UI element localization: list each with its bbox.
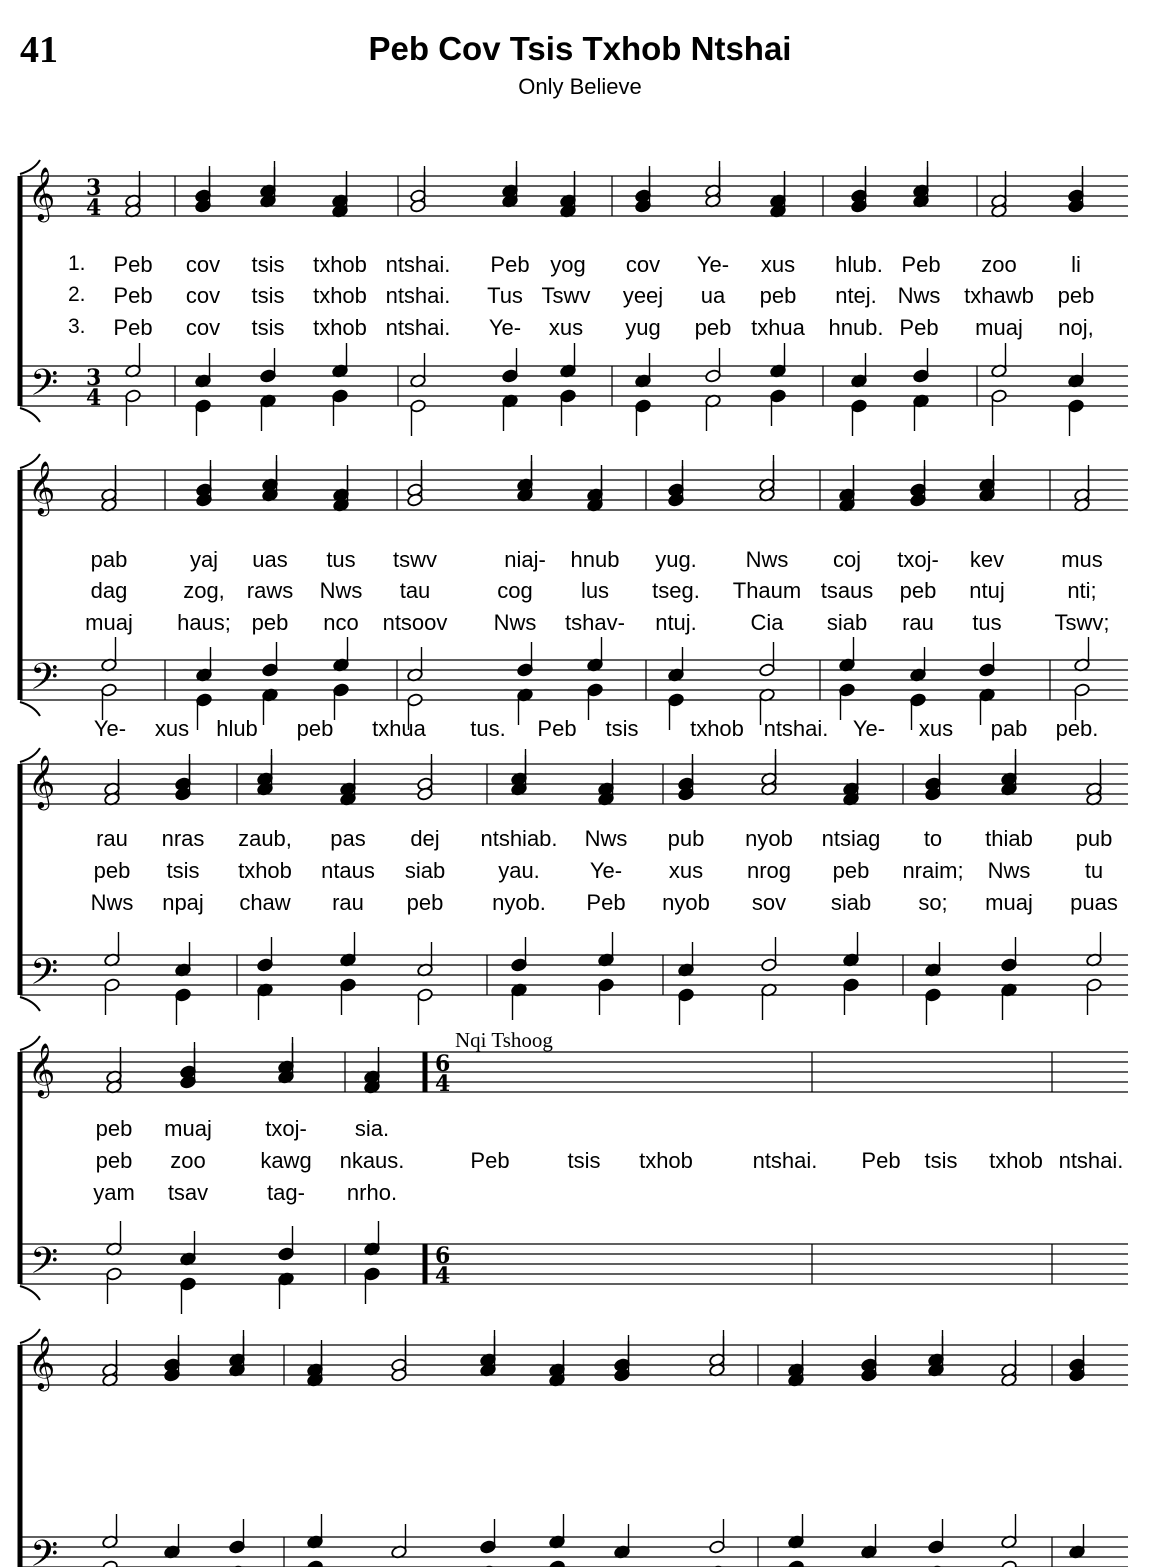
lyric-syllable: hnub — [570, 547, 620, 572]
verse-number: 2. — [68, 283, 86, 306]
lyric-syllable: Peb — [490, 252, 530, 277]
lyric-syllable: tshav- — [565, 610, 625, 635]
lyric-syllable: xus — [668, 858, 704, 883]
lyric-syllable: Thaum — [732, 578, 802, 603]
lyric-syllable: peb — [296, 716, 334, 741]
lyric-syllable: Ye- — [589, 858, 623, 883]
lyric-syllable: tsis — [251, 315, 285, 340]
lyric-syllable: tsav — [167, 1180, 209, 1205]
lyric-syllable: ntaus — [321, 858, 375, 883]
lyric-syllable: Ye- — [852, 716, 886, 741]
note-head — [1001, 1560, 1018, 1567]
lyric-syllable: ntshiab. — [480, 826, 558, 851]
lyric-syllable: peb. — [1055, 716, 1099, 741]
lyric-syllable: Peb — [901, 252, 941, 277]
lyric-line — [0, 858, 1150, 886]
lyric-syllable: raws — [246, 578, 294, 603]
lyric-syllable: kev — [969, 547, 1005, 572]
lyric-syllable: mus — [1061, 547, 1103, 572]
treble-clef: 𝄞 — [28, 754, 56, 808]
lyric-syllable: ntuj. — [655, 610, 697, 635]
lyric-syllable: peb — [406, 890, 444, 915]
lyric-syllable: dag — [90, 578, 128, 603]
lyric-syllable: txhob — [238, 858, 292, 883]
lyric-syllable: yaj — [189, 547, 219, 572]
bass-clef: 𝄢 — [30, 1533, 59, 1567]
lyric-syllable: li — [1071, 252, 1081, 277]
lyric-syllable: peb — [832, 858, 870, 883]
lyric-line — [0, 826, 1150, 854]
lyric-syllable: rau — [332, 890, 364, 915]
time-signature-top: 3 — [86, 365, 102, 391]
lyric-syllable: tus — [326, 547, 356, 572]
lyric-syllable: txhob — [313, 283, 367, 308]
lyric-syllable: tau — [399, 578, 431, 603]
lyric-syllable: ntshai. — [1058, 1148, 1124, 1173]
lyric-syllable: ntej. — [835, 283, 877, 308]
lyric-syllable: pub — [667, 826, 705, 851]
lyric-syllable: zoo — [170, 1148, 206, 1173]
note-head — [788, 1560, 805, 1567]
lyric-syllable: txoj- — [897, 547, 939, 572]
lyric-syllable: coj — [832, 547, 862, 572]
lyric-syllable: nraim; — [902, 858, 964, 883]
lyric-syllable: tseg. — [652, 578, 700, 603]
lyric-syllable: nrog — [746, 858, 792, 883]
lyric-syllable: peb — [694, 315, 732, 340]
lyric-syllable: yau. — [498, 858, 540, 883]
treble-clef: 𝄞 — [28, 166, 56, 220]
lyric-syllable: peb — [759, 283, 797, 308]
lyric-line — [0, 252, 1150, 280]
note-head — [307, 1560, 324, 1567]
lyric-syllable: Peb — [113, 283, 153, 308]
lyric-syllable: xus — [918, 716, 954, 741]
lyric-syllable: Peb — [861, 1148, 901, 1173]
lyric-syllable: nti; — [1067, 578, 1097, 603]
lyric-syllable: ua — [700, 283, 726, 308]
hymn-number: 41 — [20, 29, 58, 71]
lyric-line — [0, 1148, 1150, 1176]
lyric-syllable: nyob — [662, 890, 710, 915]
lyric-syllable: txhua — [751, 315, 805, 340]
time-signature-bottom: 4 — [86, 385, 102, 411]
lyric-syllable: Ye- — [696, 252, 730, 277]
verse-number: 3. — [68, 315, 86, 338]
lyric-syllable: Peb — [470, 1148, 510, 1173]
lyric-syllable: txhob — [313, 315, 367, 340]
bass-clef: 𝄢 — [30, 362, 59, 413]
lyric-syllable: Peb — [899, 315, 939, 340]
time-signature-top: 6 — [435, 1243, 451, 1269]
note-head — [102, 1560, 119, 1567]
lyric-syllable: nco — [323, 610, 359, 635]
lyric-syllable: pab — [990, 716, 1028, 741]
lyric-syllable: chaw — [239, 890, 291, 915]
lyric-syllable: thiab — [985, 826, 1033, 851]
lyric-syllable: peb — [899, 578, 937, 603]
treble-clef: 𝄞 — [28, 1042, 56, 1096]
lyric-syllable: Nws — [987, 858, 1031, 883]
lyric-syllable: Peb — [113, 315, 153, 340]
lyric-syllable: Peb — [586, 890, 626, 915]
lyric-syllable: xus — [760, 252, 796, 277]
lyric-syllable: rau — [96, 826, 128, 851]
lyric-syllable: Nws — [493, 610, 537, 635]
lyric-syllable: uas — [252, 547, 288, 572]
lyric-syllable: peb — [251, 610, 289, 635]
lyric-syllable: niaj- — [504, 547, 546, 572]
lyric-syllable: zog, — [183, 578, 225, 603]
lyric-line — [0, 578, 1150, 606]
lyric-syllable: txhob — [313, 252, 367, 277]
lyric-syllable: Peb — [537, 716, 577, 741]
lyric-syllable: tsis — [567, 1148, 601, 1173]
lyric-syllable: tsis — [251, 283, 285, 308]
lyric-syllable: tu — [1084, 858, 1104, 883]
treble-clef: 𝄞 — [28, 460, 56, 514]
lyric-syllable: pub — [1075, 826, 1113, 851]
lyric-syllable: tsis — [605, 716, 639, 741]
time-signature-top: 3 — [86, 175, 102, 201]
lyric-syllable: peb — [1057, 283, 1095, 308]
lyric-syllable: nyob. — [492, 890, 546, 915]
lyric-line — [0, 716, 1150, 744]
lyric-syllable: ntuj — [969, 578, 1005, 603]
lyric-syllable: xus — [154, 716, 190, 741]
lyric-line — [0, 1116, 1150, 1144]
lyric-syllable: Tswv; — [1054, 610, 1110, 635]
hymn-title: Peb Cov Tsis Txhob Ntshai — [368, 30, 792, 67]
lyric-syllable: puas — [1070, 890, 1118, 915]
lyric-syllable: Tswv — [541, 283, 591, 308]
lyric-syllable: Cia — [750, 610, 784, 635]
note-head — [549, 1560, 566, 1567]
lyric-line — [0, 1180, 1150, 1208]
lyric-syllable: noj, — [1058, 315, 1094, 340]
lyric-syllable: lus — [580, 578, 610, 603]
lyric-syllable: rau — [902, 610, 934, 635]
lyric-syllable: ntsiag — [821, 826, 881, 851]
lyric-syllable: Peb — [113, 252, 153, 277]
time-signature-bottom: 4 — [435, 1071, 451, 1097]
lyric-syllable: tswv — [393, 547, 437, 572]
bass-clef: 𝄢 — [30, 1240, 59, 1291]
lyric-syllable: dej — [410, 826, 440, 851]
lyric-syllable: peb — [93, 858, 131, 883]
treble-clef: 𝄞 — [28, 1335, 56, 1389]
lyric-syllable: peb — [95, 1148, 133, 1173]
lyric-syllable: npaj — [162, 890, 204, 915]
lyric-syllable: tag- — [267, 1180, 305, 1205]
lyric-syllable: yog — [550, 252, 586, 277]
lyric-syllable: cov — [185, 315, 221, 340]
lyric-syllable: muaj — [975, 315, 1023, 340]
lyric-syllable: haus; — [177, 610, 231, 635]
lyric-line — [0, 610, 1150, 638]
lyric-syllable: muaj — [985, 890, 1033, 915]
lyric-syllable: tsis — [924, 1148, 958, 1173]
lyric-syllable: txhob — [690, 716, 744, 741]
lyric-syllable: nrho. — [346, 1180, 398, 1205]
lyric-syllable: ntshai. — [752, 1148, 818, 1173]
lyric-syllable: yug — [625, 315, 661, 340]
lyric-syllable: txhua — [372, 716, 426, 741]
lyric-syllable: ntshai. — [385, 315, 451, 340]
lyric-syllable: ntshai. — [385, 252, 451, 277]
lyric-syllable: siab — [404, 858, 446, 883]
lyric-syllable: xus — [548, 315, 584, 340]
lyric-syllable: cog — [497, 578, 533, 603]
hymn-subtitle: Only Believe — [518, 74, 642, 99]
lyric-syllable: cov — [185, 252, 221, 277]
lyric-syllable: tsis — [166, 858, 200, 883]
lyric-syllable: nyob — [745, 826, 793, 851]
lyric-syllable: kawg — [260, 1148, 312, 1173]
lyric-syllable: tsaus — [820, 578, 874, 603]
lyric-syllable: cov — [625, 252, 661, 277]
lyric-syllable: tus. — [470, 716, 506, 741]
lyric-syllable: txhob — [639, 1148, 693, 1173]
lyric-syllable: tsis — [251, 252, 285, 277]
lyric-syllable: peb — [95, 1116, 133, 1141]
lyric-line — [0, 547, 1150, 575]
lyric-syllable: hnub. — [828, 315, 884, 340]
lyric-syllable: pas — [330, 826, 366, 851]
tempo-mark: Nqi Tshoog — [455, 1028, 553, 1052]
time-signature-top: 6 — [435, 1051, 451, 1077]
lyric-syllable: siab — [826, 610, 868, 635]
lyric-syllable: txhob — [989, 1148, 1043, 1173]
bass-clef: 𝄢 — [30, 656, 59, 707]
lyric-syllable: nkaus. — [339, 1148, 405, 1173]
lyric-syllable: cov — [185, 283, 221, 308]
lyric-syllable: pab — [90, 547, 128, 572]
lyric-syllable: yam — [93, 1180, 135, 1205]
lyric-syllable: Ye- — [488, 315, 522, 340]
time-signature-bottom: 4 — [435, 1263, 451, 1289]
lyric-syllable: ntshai. — [385, 283, 451, 308]
lyric-syllable: Nws — [584, 826, 628, 851]
lyric-syllable: Tus — [487, 283, 523, 308]
lyric-syllable: txoj- — [265, 1116, 307, 1141]
lyric-syllable: txhawb — [964, 283, 1034, 308]
lyric-syllable: ntshai. — [763, 716, 829, 741]
lyric-syllable: Nws — [319, 578, 363, 603]
lyric-syllable: tus — [972, 610, 1002, 635]
lyric-syllable: sia. — [354, 1116, 390, 1141]
lyric-syllable: ntsoov — [382, 610, 448, 635]
lyric-syllable: hlub — [216, 716, 258, 741]
time-signature-bottom: 4 — [86, 195, 102, 221]
lyric-syllable: sov — [751, 890, 787, 915]
lyric-syllable: Nws — [745, 547, 789, 572]
lyric-syllable: siab — [830, 890, 872, 915]
lyric-syllable: yug. — [655, 547, 697, 572]
lyric-syllable: yeej — [622, 283, 664, 308]
verse-number: 1. — [68, 252, 86, 275]
lyric-syllable: Ye- — [93, 716, 127, 741]
lyric-syllable: Nws — [897, 283, 941, 308]
lyric-syllable: to — [923, 826, 943, 851]
lyric-syllable: hlub. — [835, 252, 883, 277]
bass-clef: 𝄢 — [30, 951, 59, 1002]
lyric-syllable: Nws — [90, 890, 134, 915]
lyric-syllable: muaj — [85, 610, 133, 635]
lyric-syllable: zoo — [981, 252, 1017, 277]
lyric-line — [0, 283, 1150, 311]
lyric-syllable: muaj — [164, 1116, 212, 1141]
lyric-syllable: zaub, — [238, 826, 292, 851]
lyric-syllable: nras — [161, 826, 205, 851]
lyric-line — [0, 315, 1150, 343]
lyric-syllable: so; — [918, 890, 948, 915]
lyric-line — [0, 890, 1150, 918]
